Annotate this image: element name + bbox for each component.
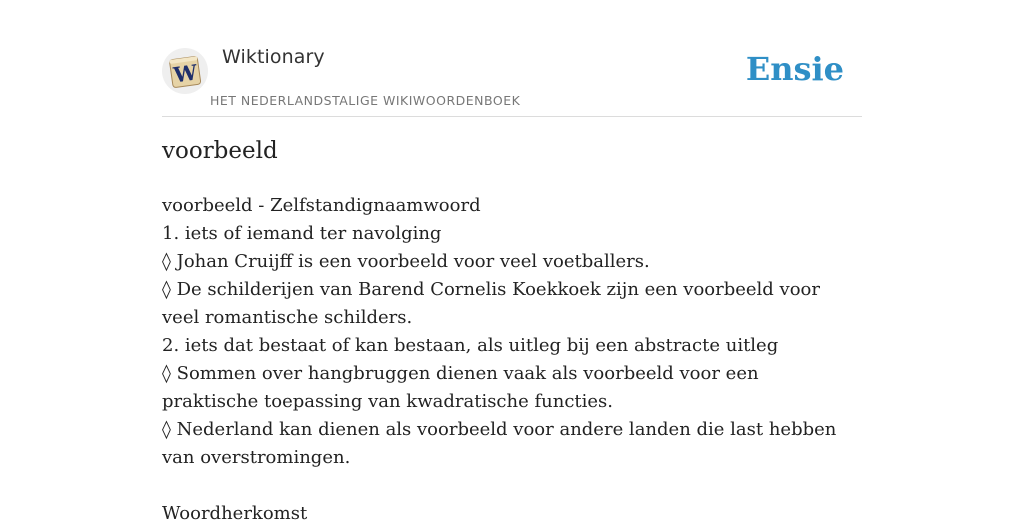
entry-heading: voorbeeld - Zelfstandignaamwoord	[162, 195, 481, 216]
page-title: voorbeeld	[162, 138, 278, 164]
site-name[interactable]: Wiktionary	[222, 46, 325, 68]
spacer	[162, 472, 852, 500]
definition-1: 1. iets of iemand ter navolging	[162, 223, 442, 244]
logo-letter: W	[171, 59, 199, 88]
site-header	[162, 40, 862, 117]
entry-content	[162, 192, 852, 528]
example-1a: ◊ Johan Cruijff is een voorbeeld voor veel voetballers.	[162, 251, 650, 272]
site-tagline: HET NEDERLANDSTALIGE WIKIWOORDENBOEK	[210, 93, 521, 108]
example-1b: ◊ De schilderijen van Barend Cornelis Koekkoek zijn een voorbeeld voor veel romantische schilders.	[162, 279, 820, 328]
definition-2: 2. iets dat bestaat of kan bestaan, als uitleg bij een abstracte uitleg	[162, 335, 779, 356]
example-2a: ◊ Sommen over hangbruggen dienen vaak als voorbeeld voor een praktische toepassing van kwadratische functies.	[162, 363, 759, 412]
section-heading-woordherkomst: Woordherkomst	[162, 503, 308, 524]
wiktionary-logo-icon[interactable]	[162, 48, 208, 94]
example-2b: ◊ Nederland kan dienen als voorbeeld voor andere landen die last hebben van overstromingen.	[162, 419, 837, 468]
ensie-brand-logo[interactable]: Ensie	[745, 50, 844, 88]
